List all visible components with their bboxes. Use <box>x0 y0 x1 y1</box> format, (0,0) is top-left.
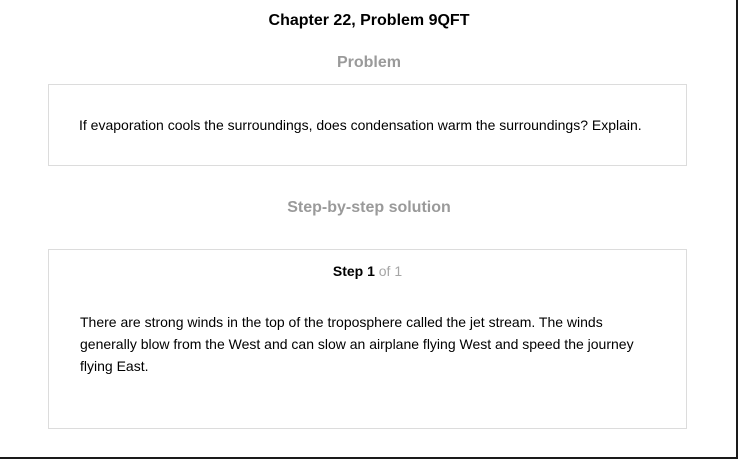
step-text: There are strong winds in the top of the troposphere called the jet stream. The winds generally blow from the West and can slow an airplane flying West and speed the journey flying East. <box>80 314 634 374</box>
problem-card <box>48 84 687 166</box>
solution-card <box>48 249 687 429</box>
page-title: Chapter 22, Problem 9QFT <box>268 12 470 29</box>
solution-heading: Step-by-step solution <box>287 199 451 216</box>
step-count: of 1 <box>378 263 403 279</box>
step-header <box>49 263 686 279</box>
step-label: Step 1 <box>332 263 375 279</box>
problem-text: If evaporation cools the surroundings, does condensation warm the surroundings? Explain. <box>79 117 642 133</box>
problem-heading: Problem <box>336 54 401 71</box>
